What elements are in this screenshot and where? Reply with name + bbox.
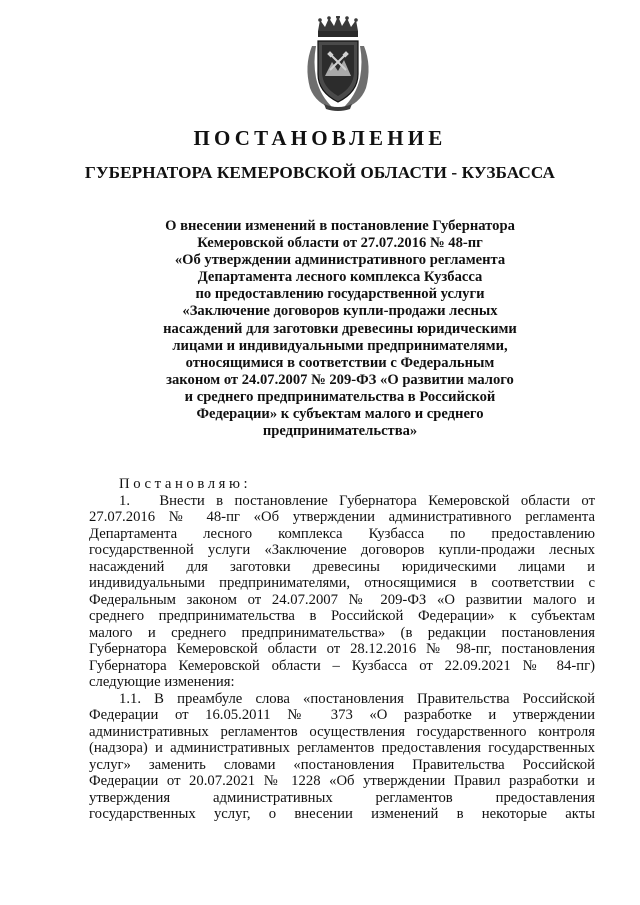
body-line: услуг» заменить словами «постановления Правительства Российской — [89, 756, 595, 773]
body-line: Федерации от 16.05.2011 № 373 «О разработке и утверждении — [89, 707, 595, 723]
body-line: утверждения административных регламентов предоставления — [89, 789, 595, 806]
body-line: государственных услуг, о внесении изменений в некоторые акты — [89, 806, 595, 822]
subject-line: относящимися в соответствии с Федеральным — [185, 354, 495, 371]
body-line: Федеральным законом от 24.07.2007 № 209-ФЗ «О развитии малого и — [89, 591, 595, 608]
subject-line: О внесении изменений в постановление Губернатора — [165, 218, 515, 234]
body-line: следующие изменения: — [89, 674, 235, 690]
body-line: малого и среднего предпринимательства» (в редакции постановления — [89, 624, 595, 641]
body-line: административных регламентов осуществления государственного контроля — [89, 723, 595, 740]
body-line: 1.1. В преамбуле слова «постановления Правительства Российской — [119, 690, 595, 707]
document-subject — [150, 218, 530, 440]
coat-of-arms-emblem — [298, 16, 378, 112]
body-line: 27.07.2016 № 48-пг «Об утверждении административного регламента — [89, 509, 595, 525]
subject-line: «Об утверждении административного регламента — [174, 252, 506, 269]
subject-line: Федерации» к субъектам малого и среднего — [196, 406, 484, 423]
body-line: насаждений для заготовки древесины юридическими лицами и — [89, 558, 595, 575]
body-line: среднего предпринимательства в Российской Федерации» к субъектам — [89, 608, 595, 624]
body-line: Губернатора Кемеровской области – Кузбасса от 22.09.2021 № 84-пг) — [89, 657, 595, 674]
subject-line: «Заключение договоров купли-продажи лесных — [182, 303, 498, 320]
body-line: Федерации от 20.07.2021 № 1228 «Об утверждении Правил разработки и — [89, 773, 595, 789]
subject-line: предпринимательства» — [262, 423, 418, 440]
body-line: 1. Внести в постановление Губернатора Кемеровской области от — [119, 492, 595, 509]
decree-word: Постановляю: — [119, 476, 252, 492]
body-line: (надзора) и административных регламентов предоставления государственных — [89, 740, 595, 756]
subject-line: лицами и индивидуальными предпринимателями, — [172, 337, 508, 354]
body-line: Губернатора Кемеровской области от 28.12.2016 № 98-пг, постановления — [89, 641, 595, 657]
subject-line: и среднего предпринимательства в Российской — [184, 388, 496, 405]
issuer-heading: ГУБЕРНАТОРА КЕМЕРОВСКОЙ ОБЛАСТИ - КУЗБАССА — [84, 163, 556, 182]
body-line: индивидуальными предпринимателями, относящимися в соответствии с — [89, 575, 595, 591]
subject-line: законом от 24.07.2007 № 209-ФЗ «О развитии малого — [166, 371, 514, 388]
body-line: государственной услуги «Заключение договоров купли-продажи лесных — [89, 542, 595, 558]
body-line: Департамента лесного комплекса Кузбасса по предоставлению — [89, 525, 595, 542]
subject-line: Департамента лесного комплекса Кузбасса — [197, 269, 483, 286]
subject-line: по предоставлению государственной услуги — [195, 286, 485, 303]
subject-line: насаждений для заготовки древесины юридическими — [163, 320, 517, 337]
subject-line: Кемеровской области от 27.07.2016 № 48-пг — [197, 235, 483, 252]
document-body — [89, 476, 595, 823]
document-type-title: ПОСТАНОВЛЕНИЕ — [193, 126, 447, 150]
